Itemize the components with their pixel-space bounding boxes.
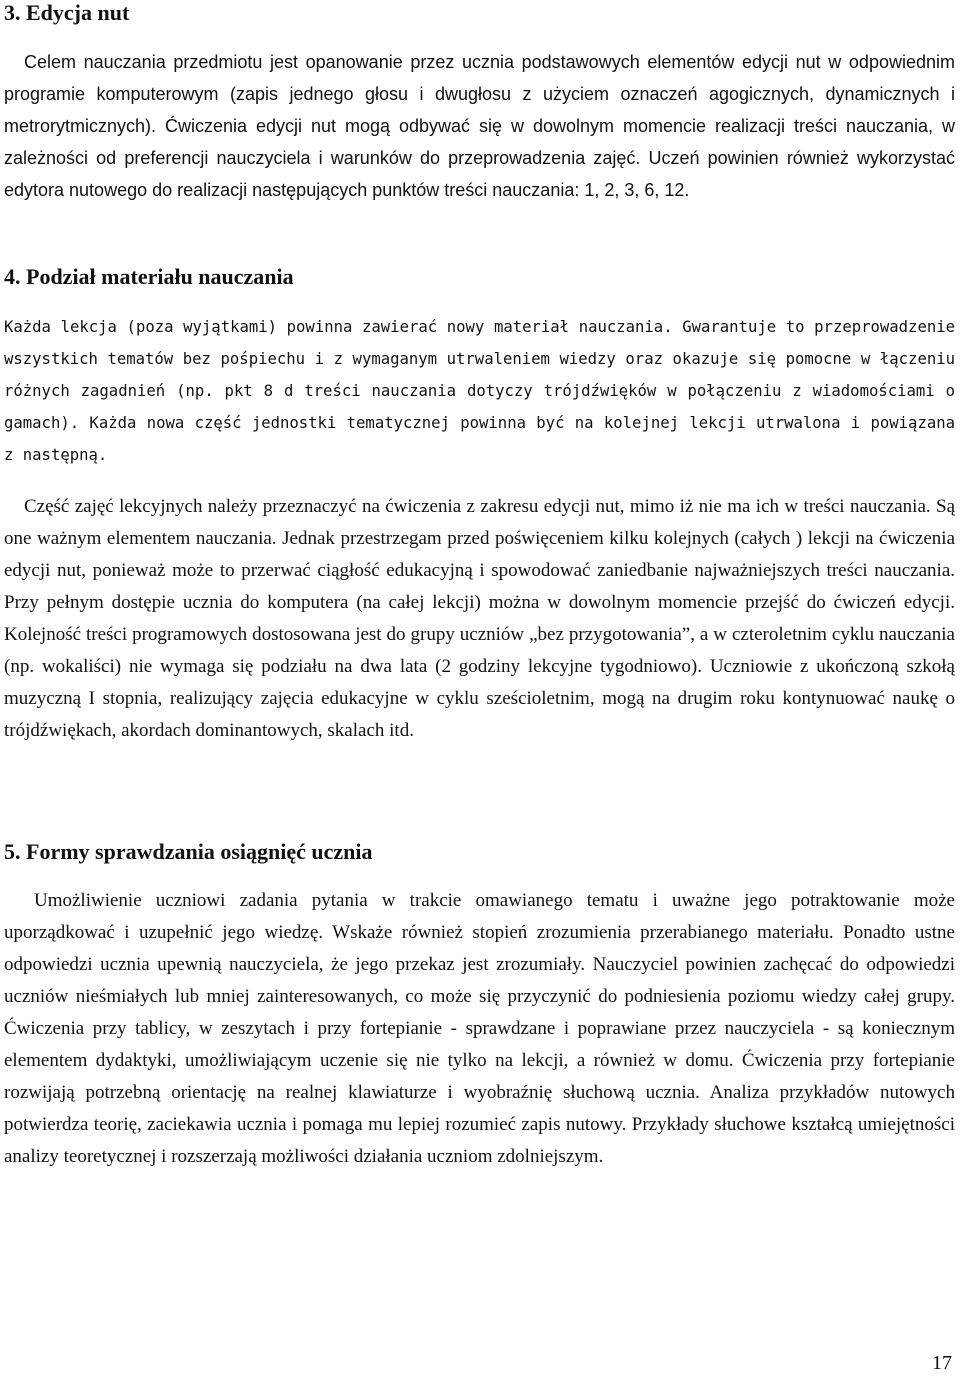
section-3-paragraph: Celem nauczania przedmiotu jest opanowanie przez ucznia podstawowych elementów edycji nut w odpowiednim programie komputerowym (zapis jednego głosu i dwugłosu z użyciem oznaczeń agogicznych, dynamicznych i metrorytmicznych). Ćwiczenia edycji nut mogą odbywać się w dowolnym momencie realizacji treści nauczania, w zależności od preferencji nauczyciela i warunków do przeprowadzenia zajęć. Uczeń powinien również wykorzystać edytora nutowego do realizacji następujących punktów treści nauczania: 1, 2, 3, 6, 12. bbox=[4, 52, 955, 200]
section-4-heading: 4. Podział materiału nauczania bbox=[4, 264, 294, 289]
page-number: 17 bbox=[932, 1352, 952, 1374]
section-4-paragraph-2: Część zajęć lekcyjnych należy przeznaczyć na ćwiczenia z zakresu edycji nut, mimo iż nie ma ich w treści nauczania. Są one ważnym elementem nauczania. Jednak przestrzegam przed poświęceniem kilku kolejnych (całych ) lekcji na ćwiczenia edycji nut, ponieważ może to przerwać ciągłość edukacyjną i spowodować zaniedbanie najważniejszych treści nauczania. Przy pełnym dostępie ucznia do komputera (na całej lekcji) można w dowolnym momencie przejść do ćwiczeń edycji. Kolejność treści programowych dostosowana jest do grupy uczniów „bez przygotowania”, a w czteroletnim cyklu nauczania (np. wokaliści) nie wymaga się podziału na dwa lata (2 godziny lekcyjne tygodniowo). Uczniowie z ukończoną szkołą muzyczną I stopnia, realizujący zajęcia edukacyjne w cyklu sześcioletnim, mogą na drugim roku kontynuować naukę o trójdźwiękach, akordach dominantowych, skalach itd. bbox=[4, 496, 955, 741]
section-4-paragraph-1: Każda lekcja (poza wyjątkami) powinna zawierać nowy materiał nauczania. Gwarantuje to przeprowadzenie wszystkich tematów bez pośpiechu i z wymaganym utrwaleniem wiedzy oraz okazuje się pomocne w łączeniu różnych zagadnień (np. pkt 8 d treści nauczania dotyczy trójdźwięków w połączeniu z wiadomościami o gamach). Każda nowa część jednostki tematycznej powinna być na kolejnej lekcji utrwalona i powiązana z następną. bbox=[4, 318, 955, 464]
section-5-paragraph: Umożliwienie uczniowi zadania pytania w trakcie omawianego tematu i uważne jego potraktowanie może uporządkować i uzupełnić jego wiedzę. Wskaże również stopień zrozumienia przerabianego materiału. Ponadto ustne odpowiedzi ucznia upewnią nauczyciela, że jego przekaz jest zrozumiały. Nauczyciel powinien zachęcać do odpowiedzi uczniów nieśmiałych lub mniej zainteresowanych, co może się przyczynić do podniesienia poziomu wiedzy całej grupy. Ćwiczenia przy tablicy, w zeszytach i przy fortepianie - sprawdzane i poprawiane przez nauczyciela - są koniecznym elementem dydaktyki, umożliwiającym uczenie się nie tylko na lekcji, a również w domu. Ćwiczenia przy fortepianie rozwijają potrzebną orientację na realnej klawiaturze i wyobraźnię słuchową ucznia. Analiza przykładów nutowych potwierdza teorię, zaciekawia ucznia i pomaga mu lepiej rozumieć zapis nutowy. Przykłady słuchowe kształcą umiejętności analizy teoretycznej i rozszerzają możliwości działania uczniom zdolniejszym. bbox=[4, 890, 955, 1167]
section-5-heading: 5. Formy sprawdzania osiągnięć ucznia bbox=[4, 839, 373, 864]
section-3-heading: 3. Edycja nut bbox=[4, 0, 130, 25]
